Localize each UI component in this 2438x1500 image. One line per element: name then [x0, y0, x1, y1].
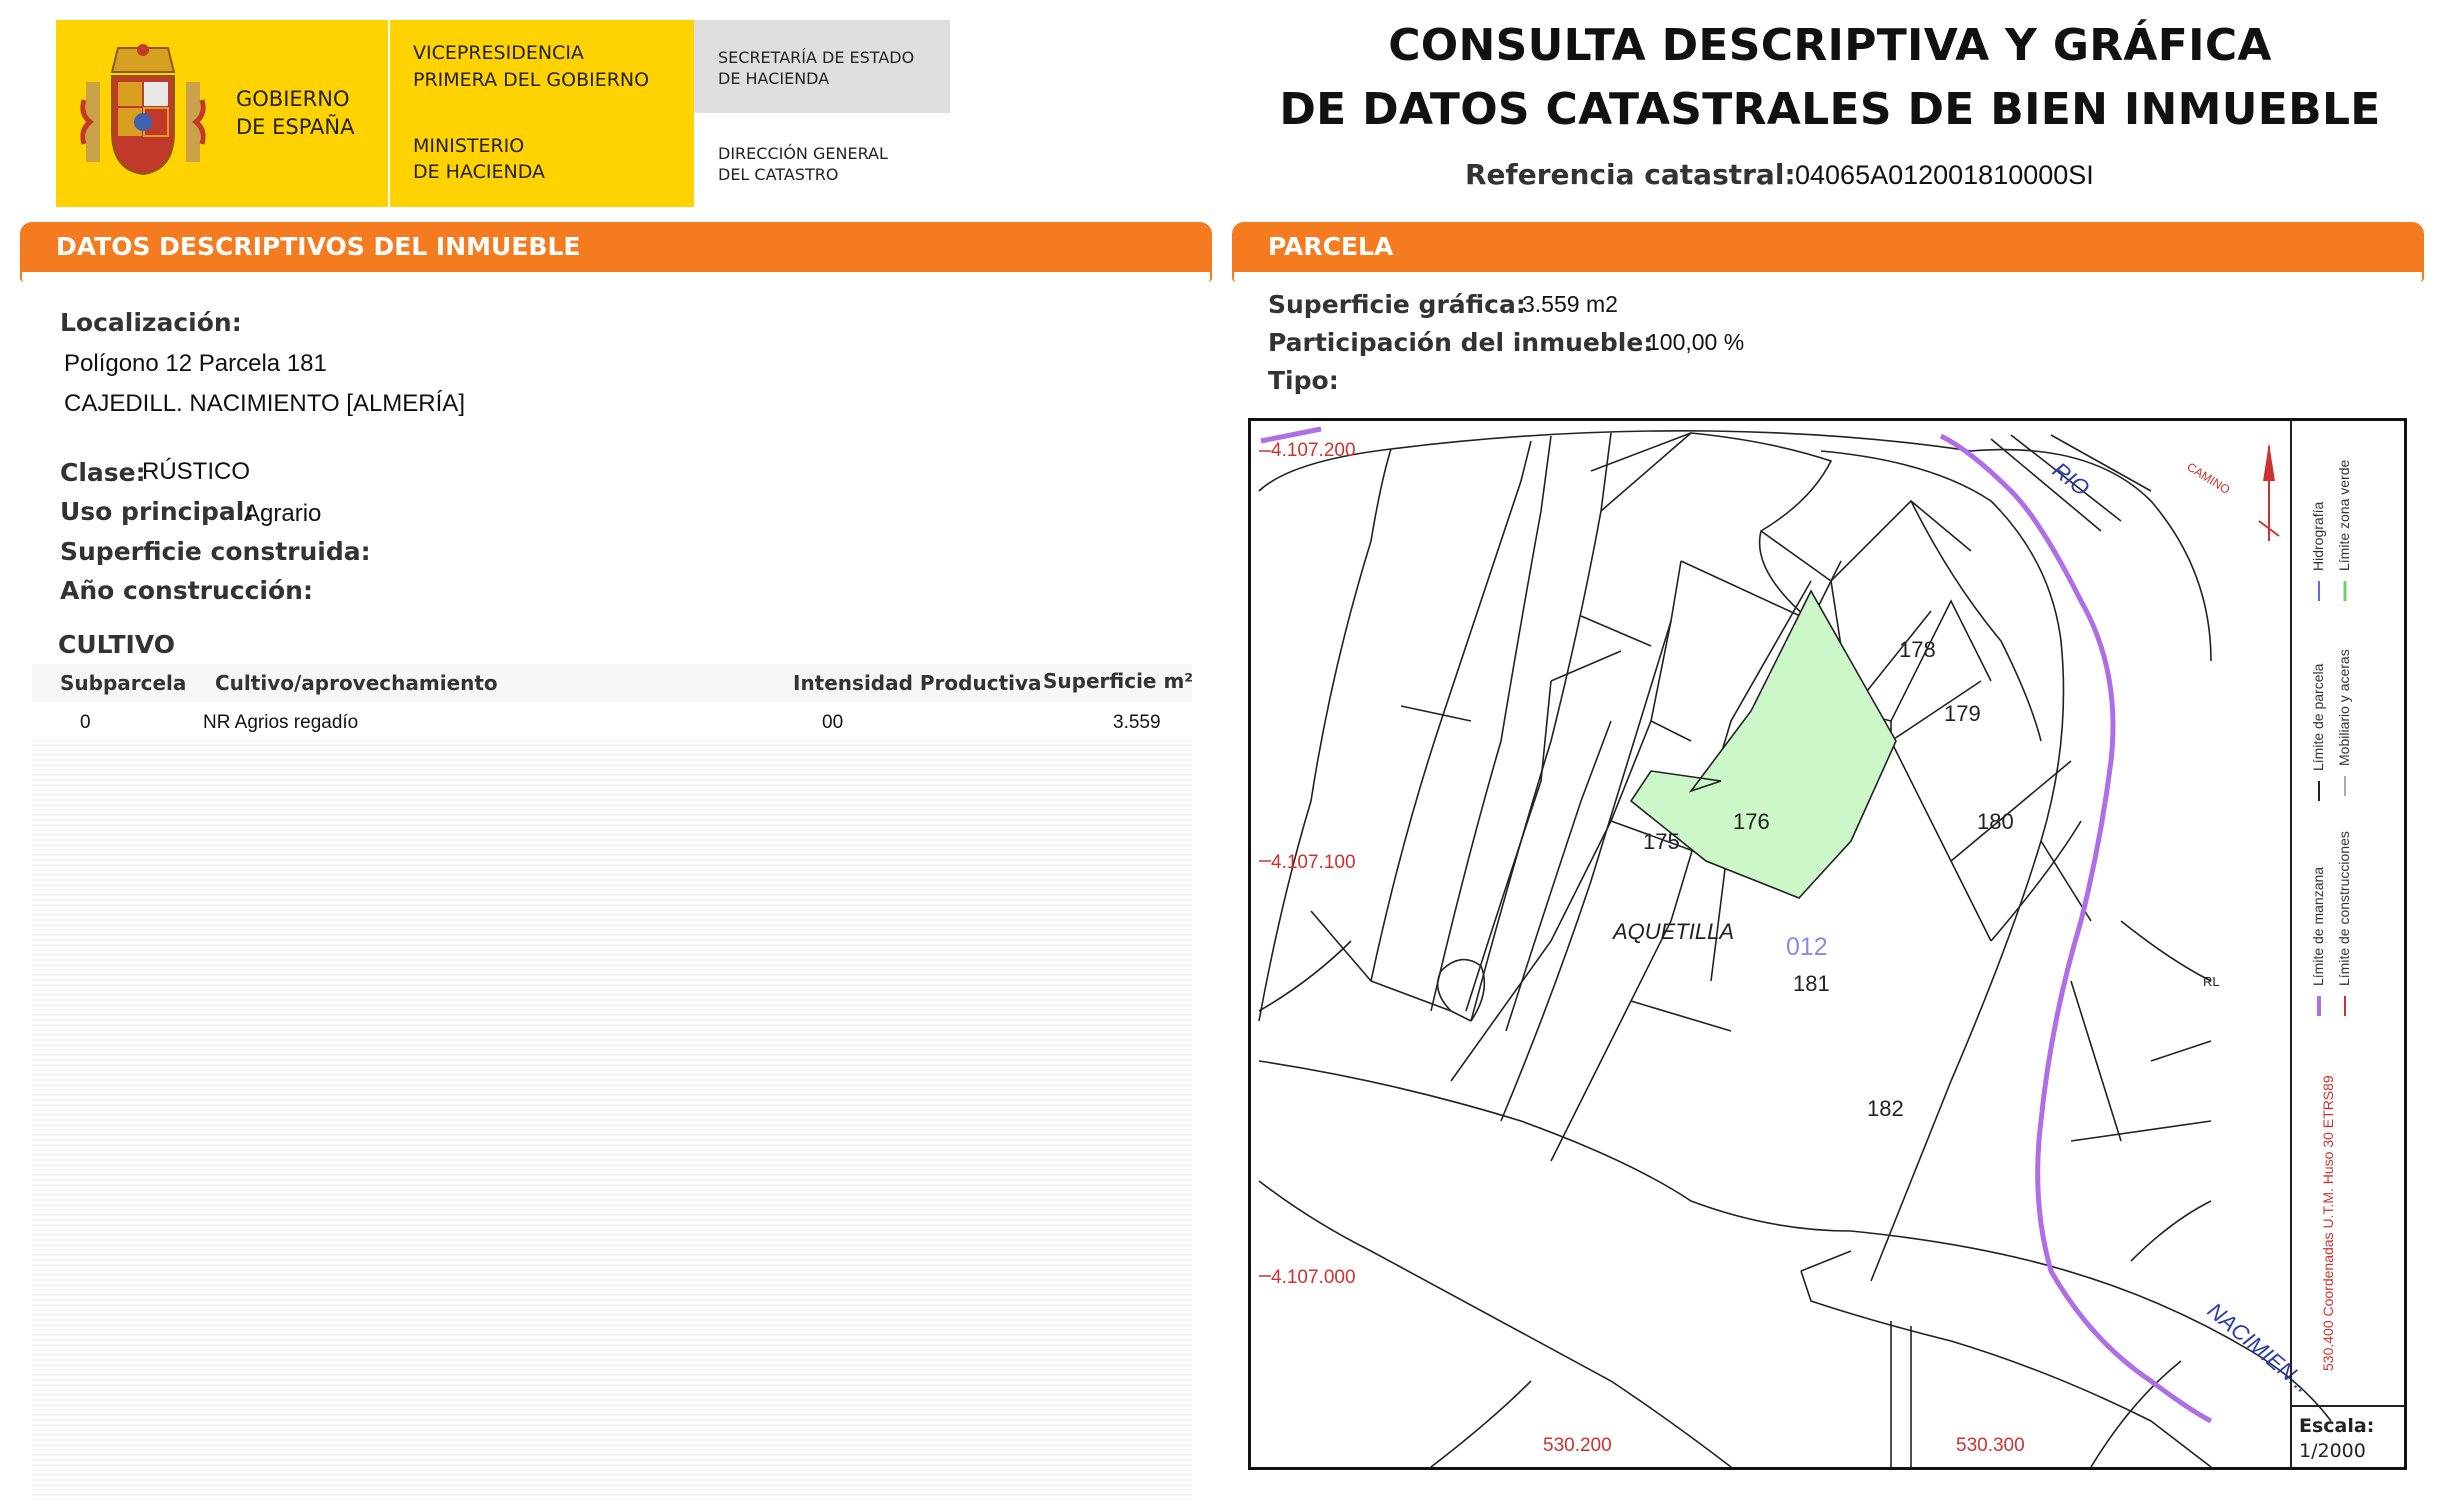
- vicepresidencia-line1: VICEPRESIDENCIA: [413, 42, 584, 64]
- participacion-label: Participación del inmueble:: [1268, 328, 1654, 357]
- cell-subparcela: 0: [80, 712, 91, 733]
- secretaria-line2: DE HACIENDA: [718, 69, 830, 88]
- tipo-label: Tipo:: [1268, 366, 1339, 395]
- clase-label: Clase:: [60, 458, 146, 487]
- legend-zona-verde: Límite zona verde: [2336, 459, 2352, 571]
- superficie-grafica-label: Superficie gráfica:: [1268, 290, 1526, 319]
- parcel-label-180: 180: [1977, 809, 2014, 834]
- ministerio-line1: MINISTERIO: [413, 135, 525, 157]
- title-line-1: CONSULTA DESCRIPTIVA Y GRÁFICA: [1388, 20, 2272, 71]
- gobierno-line1: GOBIERNO: [236, 87, 350, 111]
- parcel-label-175: 175: [1643, 829, 1680, 854]
- uso-principal-value: Agrario: [244, 500, 322, 527]
- cell-superficie: 3.559: [1113, 712, 1161, 733]
- legend-limite-manzana: Límite de manzana: [2310, 866, 2326, 986]
- ministerio-line2: DE HACIENDA: [413, 161, 546, 183]
- x-coord-530300: 530.300: [1956, 1435, 2025, 1456]
- cell-cultivo: NR Agrios regadío: [203, 712, 359, 733]
- title-line-2: DE DATOS CATASTRALES DE BIEN INMUEBLE: [1279, 84, 2381, 135]
- document-title: [1250, 20, 2410, 71]
- poligono-label: 012: [1786, 933, 1828, 961]
- direccion-line2: DEL CATASTRO: [718, 165, 839, 184]
- x-coord-530200: 530.200: [1543, 1435, 1612, 1456]
- vicepresidencia-line2: PRIMERA DEL GOBIERNO: [413, 69, 650, 91]
- legend-coordenadas: 530.400 Coordenadas U.T.M. Huso 30 ETRS89: [2320, 1075, 2336, 1371]
- y-coord-4107200: 4.107.200: [1271, 440, 1356, 461]
- localizacion-label: Localización:: [60, 308, 242, 337]
- descriptivos-heading: DATOS DESCRIPTIVOS DEL INMUEBLE: [56, 232, 581, 261]
- direccion-line1: DIRECCIÓN GENERAL: [718, 144, 888, 163]
- legend-hidrografia: Hidrografía: [2310, 501, 2326, 571]
- map-legend: [2310, 460, 2352, 1371]
- escala-label: Escala:: [2299, 1415, 2375, 1437]
- y-coord-4107000: 4.107.000: [1271, 1267, 1356, 1288]
- cadastral-map-canvas: [1251, 421, 2404, 1467]
- place-label-aquetilla: AQUETILLA: [1613, 919, 1735, 944]
- cultivo-table: [32, 664, 1192, 1500]
- parcela-heading: PARCELA: [1268, 232, 1394, 261]
- logo-divider: [388, 20, 390, 207]
- col-intensidad: Intensidad Productiva: [793, 671, 1042, 695]
- cultivo-heading: CULTIVO: [58, 630, 175, 659]
- descriptivos-header-underline: [20, 272, 1212, 282]
- descriptivos-header: [20, 222, 1212, 272]
- cadastral-map: [1248, 418, 2407, 1470]
- participacion-value: 100,00 %: [1647, 329, 1745, 355]
- gobierno-line2: DE ESPAÑA: [236, 115, 355, 139]
- col-subparcela: Subparcela: [60, 671, 187, 695]
- parcela-header: [1232, 222, 2424, 272]
- referencia-value: 04065A012001810000SI: [1795, 160, 2094, 190]
- localizacion-line1: Polígono 12 Parcela 181: [64, 350, 327, 377]
- referencia-label: Referencia catastral:: [1465, 158, 1796, 191]
- parcel-label-176: 176: [1733, 809, 1770, 834]
- camino-label: CAMINO: [2184, 459, 2233, 497]
- superficie-grafica-value: 3.559 m2: [1522, 291, 1618, 317]
- river-label: RIO: [2047, 457, 2095, 502]
- legend-limite-construcciones: Límite de construcciones: [2336, 831, 2352, 986]
- col-cultivo: Cultivo/aprovechamiento: [215, 671, 498, 695]
- nacimiento-label: NACIMIEN...: [2202, 1297, 2316, 1398]
- north-arrow-icon: [2259, 443, 2279, 541]
- parcel-label-178: 178: [1899, 637, 1936, 662]
- parcel-label-179: 179: [1944, 701, 1981, 726]
- localizacion-line2: CAJEDILL. NACIMIENTO [ALMERÍA]: [64, 390, 465, 417]
- legend-mobiliario: Mobiliario y aceras: [2336, 649, 2352, 766]
- superficie-construida-label: Superficie construida:: [60, 537, 371, 566]
- cell-intensidad: 00: [822, 712, 844, 733]
- col-superficie: Superficie m²: [1043, 669, 1194, 693]
- parcel-label-181: 181: [1793, 971, 1830, 996]
- coat-of-arms-icon: [78, 42, 208, 182]
- secretaria-line1: SECRETARÍA DE ESTADO: [718, 48, 915, 67]
- rl-label: RL: [2203, 974, 2220, 989]
- parcela-header-underline: [1232, 272, 2424, 282]
- uso-principal-label: Uso principal:: [60, 497, 255, 526]
- document-title-2: [1250, 84, 2410, 135]
- legend-limite-parcela: Límite de parcela: [2310, 663, 2326, 771]
- parcel-label-182: 182: [1867, 1096, 1904, 1121]
- y-coord-4107100: 4.107.100: [1271, 852, 1356, 873]
- anio-construccion-label: Año construcción:: [60, 576, 313, 605]
- escala-value: 1/2000: [2299, 1440, 2366, 1462]
- coordinate-ticks: [1259, 451, 1271, 1276]
- clase-value: RÚSTICO: [142, 458, 250, 485]
